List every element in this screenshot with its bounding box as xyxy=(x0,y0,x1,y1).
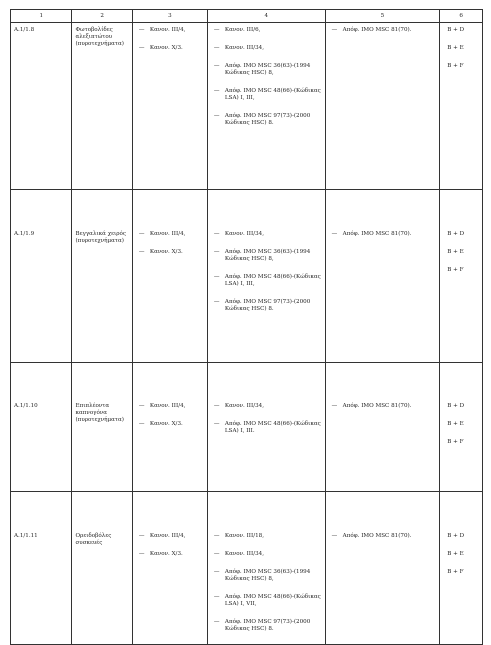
item-code-cell xyxy=(11,190,72,363)
regulation-reference xyxy=(136,249,204,256)
regulation-reference xyxy=(136,231,204,238)
header-col-3: 3 xyxy=(132,10,207,23)
dash-bullet: — xyxy=(213,27,220,33)
test-standard-cell xyxy=(325,492,440,645)
dash-bullet: — xyxy=(213,403,220,409)
dash-bullet: — xyxy=(213,569,220,575)
dash-bullet: — xyxy=(138,551,145,557)
item-code-cell xyxy=(11,363,72,492)
reference-text: Απόφ. IMO MSC 81(70). xyxy=(342,27,412,33)
dash-bullet: — xyxy=(213,551,220,557)
item-code-cell xyxy=(11,492,72,645)
imo-reference xyxy=(211,45,322,52)
test-standard-cell xyxy=(325,23,440,190)
header-col-2: 2 xyxy=(72,10,132,23)
conformity-module-cell xyxy=(440,190,483,363)
imo-reference-cell xyxy=(207,23,325,190)
imo-reference xyxy=(211,113,322,127)
conformity-module: B + E xyxy=(447,45,464,51)
conformity-module: B + F xyxy=(447,267,464,273)
dash-bullet: — xyxy=(331,27,338,33)
imo-reference xyxy=(211,249,322,263)
item-code: A.1/1.8 xyxy=(14,27,35,33)
conformity-module: B + D xyxy=(447,403,465,409)
reference-text: Κανον. III/34, xyxy=(224,403,264,409)
dash-bullet: — xyxy=(213,45,220,51)
item-name-line: αλεξιπτώτου xyxy=(75,34,113,40)
regulation-reference xyxy=(136,551,204,558)
test-standard-cell xyxy=(325,190,440,363)
conformity-module: B + E xyxy=(447,421,464,427)
test-standard-reference xyxy=(329,231,437,238)
table-row xyxy=(11,492,483,645)
table-row xyxy=(11,23,483,190)
header-col-4: 4 xyxy=(207,10,325,23)
conformity-module: B + D xyxy=(447,533,465,539)
solas-regulation-cell xyxy=(132,363,207,492)
imo-reference xyxy=(211,231,322,238)
reference-text: Κανον. III/6, xyxy=(224,27,261,33)
conformity-module-cell xyxy=(440,492,483,645)
dash-bullet: — xyxy=(138,421,145,427)
conformity-module: B + D xyxy=(447,231,465,237)
item-code: A.1/1.11 xyxy=(14,533,38,539)
regulation-reference xyxy=(136,27,204,34)
reference-text: Απόφ. IMO MSC 97(73)-(2000 Κώδικας HSC) 8. xyxy=(224,619,311,632)
item-name-line: (πυροτεχνήματα) xyxy=(75,41,124,47)
dash-bullet: — xyxy=(213,249,220,255)
conformity-module: B + E xyxy=(447,551,464,557)
dash-bullet: — xyxy=(138,45,145,51)
imo-reference xyxy=(211,403,322,410)
imo-reference xyxy=(211,619,322,633)
reference-text: Κανον. X/3. xyxy=(149,45,183,51)
reference-text: Κανον. III/34, xyxy=(224,45,264,51)
table-row xyxy=(11,190,483,363)
solas-regulation-cell xyxy=(132,190,207,363)
item-name-cell xyxy=(72,363,132,492)
imo-reference xyxy=(211,594,322,608)
dash-bullet: — xyxy=(138,27,145,33)
item-name-cell xyxy=(72,23,132,190)
item-code: A.1/1.10 xyxy=(14,403,38,409)
conformity-module: B + D xyxy=(447,27,465,33)
reference-text: Κανον. X/3. xyxy=(149,551,183,557)
dash-bullet: — xyxy=(213,299,220,305)
test-standard-reference xyxy=(329,27,437,34)
regulation-reference xyxy=(136,421,204,428)
imo-reference xyxy=(211,88,322,102)
dash-bullet: — xyxy=(213,113,220,119)
item-name-line: (πυροτεχνήματα) xyxy=(75,238,124,244)
conformity-module: B + F xyxy=(447,439,464,445)
imo-reference xyxy=(211,299,322,313)
test-standard-reference xyxy=(329,403,437,410)
table-row xyxy=(11,363,483,492)
imo-reference xyxy=(211,533,322,540)
reference-text: Απόφ. IMO MSC 48(66)-(Κώδικας LSA) I, III. xyxy=(224,421,321,434)
reference-text: Απόφ. IMO MSC 97(73)-(2000 Κώδικας HSC) 8. xyxy=(224,113,311,126)
reference-text: Κανον. III/4, xyxy=(149,27,186,33)
item-name-cell xyxy=(72,492,132,645)
imo-reference-cell xyxy=(207,190,325,363)
item-name-line: Ορειδοβόλες xyxy=(75,533,112,539)
reference-text: Κανον. III/4, xyxy=(149,231,186,237)
reference-text: Απόφ. IMO MSC 48(66)-(Κώδικας LSA) I, VII, xyxy=(224,594,321,607)
reference-text: Απόφ. IMO MSC 36(63)-(1994 Κώδικας HSC) 8, xyxy=(224,63,311,76)
reference-text: Απόφ. IMO MSC 97(73)-(2000 Κώδικας HSC) 8. xyxy=(224,299,311,312)
reference-text: Απόφ. IMO MSC 36(63)-(1994 Κώδικας HSC) 8, xyxy=(224,249,311,262)
regulation-table xyxy=(10,9,483,645)
dash-bullet: — xyxy=(138,231,145,237)
dash-bullet: — xyxy=(213,594,220,600)
item-name-line: Βεγγαλικά χειρός xyxy=(75,231,127,237)
reference-text: Κανον. III/34, xyxy=(224,551,264,557)
dash-bullet: — xyxy=(213,274,220,280)
header-col-1: 1 xyxy=(11,10,72,23)
test-standard-reference xyxy=(329,533,437,540)
item-name-cell xyxy=(72,190,132,363)
regulation-reference xyxy=(136,533,204,540)
dash-bullet: — xyxy=(213,63,220,69)
imo-reference xyxy=(211,421,322,435)
dash-bullet: — xyxy=(331,231,338,237)
item-code-cell xyxy=(11,23,72,190)
dash-bullet: — xyxy=(213,533,220,539)
item-name-line: συσκευές xyxy=(75,540,103,546)
imo-reference-cell xyxy=(207,492,325,645)
regulation-reference xyxy=(136,403,204,410)
conformity-module: B + E xyxy=(447,249,464,255)
reference-text: Απόφ. IMO MSC 81(70). xyxy=(342,403,412,409)
dash-bullet: — xyxy=(213,231,220,237)
conformity-module: B + F xyxy=(447,569,464,575)
item-code: A.1/1.9 xyxy=(14,231,35,237)
item-name-line: Φωτοβολίδες xyxy=(75,27,113,33)
header-col-6: 6 xyxy=(440,10,483,23)
dash-bullet: — xyxy=(138,533,145,539)
reference-text: Απόφ. IMO MSC 48(66)-(Κώδικας LSA) I, III, xyxy=(224,88,321,101)
reference-text: Απόφ. IMO MSC 48(66)-(Κώδικας LSA) I, III, xyxy=(224,274,321,287)
reference-text: Απόφ. IMO MSC 36(63)-(1994 Κώδικας HSC) 8, xyxy=(224,569,311,582)
item-name-line: καπνογόνα xyxy=(75,410,108,416)
reference-text: Κανον. X/3. xyxy=(149,249,183,255)
reference-text: Κανον. III/34, xyxy=(224,231,264,237)
conformity-module-cell xyxy=(440,363,483,492)
reference-text: Κανον. III/4, xyxy=(149,403,186,409)
item-name-line: Επιπλέοντα xyxy=(75,403,110,409)
header-row xyxy=(11,10,483,23)
conformity-module: B + F xyxy=(447,63,464,69)
reference-text: Κανον. X/3. xyxy=(149,421,183,427)
imo-reference-cell xyxy=(207,363,325,492)
dash-bullet: — xyxy=(213,421,220,427)
dash-bullet: — xyxy=(331,533,338,539)
imo-reference xyxy=(211,274,322,288)
dash-bullet: — xyxy=(213,88,220,94)
dash-bullet: — xyxy=(138,249,145,255)
reference-text: Απόφ. IMO MSC 81(70). xyxy=(342,533,412,539)
reference-text: Απόφ. IMO MSC 81(70). xyxy=(342,231,412,237)
reference-text: Κανον. III/18, xyxy=(224,533,264,539)
dash-bullet: — xyxy=(138,403,145,409)
dash-bullet: — xyxy=(213,619,220,625)
solas-regulation-cell xyxy=(132,23,207,190)
conformity-module-cell xyxy=(440,23,483,190)
header-col-5: 5 xyxy=(325,10,440,23)
dash-bullet: — xyxy=(331,403,338,409)
reference-text: Κανον. III/4, xyxy=(149,533,186,539)
test-standard-cell xyxy=(325,363,440,492)
regulation-reference xyxy=(136,45,204,52)
item-name-line: (πυροτεχνήματα) xyxy=(75,417,124,423)
imo-reference xyxy=(211,63,322,77)
solas-regulation-cell xyxy=(132,492,207,645)
imo-reference xyxy=(211,551,322,558)
imo-reference xyxy=(211,569,322,583)
imo-reference xyxy=(211,27,322,34)
